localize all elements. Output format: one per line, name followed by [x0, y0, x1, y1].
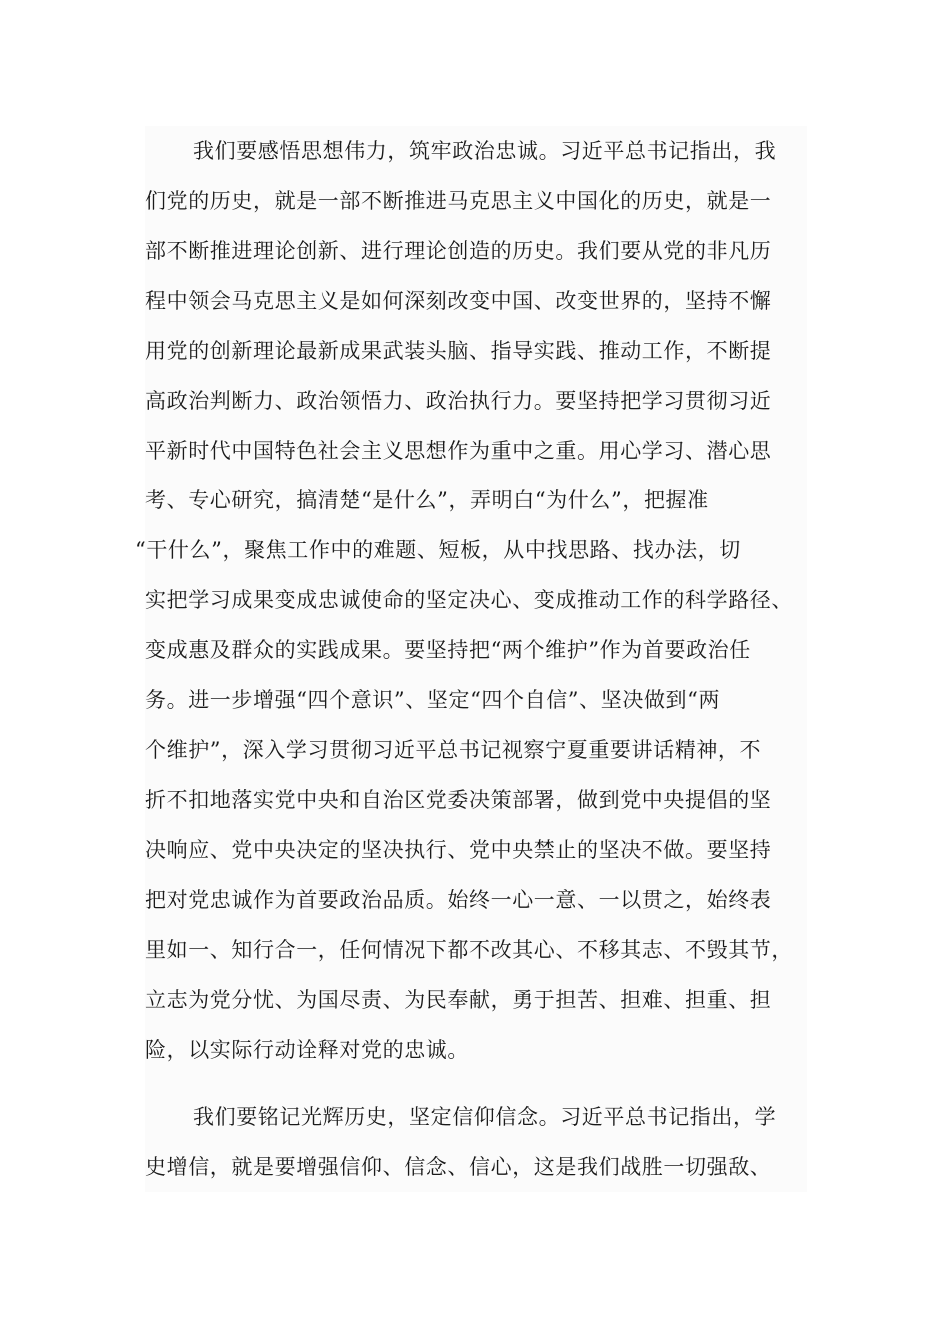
- paragraph-line: 程中领会马克思主义是如何深刻改变中国、改变世界的，坚持不懈: [145, 289, 772, 313]
- paragraph-line: 用党的创新理论最新成果武装头脑、指导实践、推动工作，不断提: [145, 339, 772, 363]
- text-block: [135, 126, 807, 1192]
- paragraph-line: 实把学习成果变成忠诚使命的坚定决心、变成推动工作的科学路径、: [145, 588, 793, 612]
- paragraph-line: 高政治判断力、政治领悟力、政治执行力。要坚持把学习贯彻习近: [145, 389, 772, 413]
- paragraph-line: 把对党忠诚作为首要政治品质。始终一心一意、一以贯之，始终表: [145, 888, 772, 912]
- paragraph-line: 立志为党分忧、为国尽责、为民奉献，勇于担苦、担难、担重、担: [145, 988, 772, 1012]
- paragraph-line: 史增信，就是要增强信仰、信念、信心，这是我们战胜一切强敌、: [145, 1155, 772, 1179]
- paragraph-line: 折不扣地落实党中央和自治区党委决策部署，做到党中央提倡的坚: [145, 788, 772, 812]
- paragraph-line: 决响应、党中央决定的坚决执行、党中央禁止的坚决不做。要坚持: [145, 838, 772, 862]
- paragraph-line: 们党的历史，就是一部不断推进马克思主义中国化的历史，就是一: [145, 189, 772, 213]
- paragraph-line: 里如一、知行合一，任何情况下都不改其心、不移其志、不毁其节，: [145, 938, 793, 962]
- paragraph-line: 务。进一步增强“四个意识”、坚定“四个自信”、坚决做到“两: [145, 688, 721, 712]
- paragraph-line: 考、专心研究，搞清楚“是什么”，弄明白“为什么”，把握准: [145, 488, 709, 512]
- paragraph-line: 个维护”，深入学习贯彻习近平总书记视察宁夏重要讲话精神，不: [145, 738, 762, 762]
- paragraph-line: 变成惠及群众的实践成果。要坚持把“两个维护”作为首要政治任: [145, 638, 751, 662]
- paragraph-line: 险，以实际行动诠释对党的忠诚。: [145, 1038, 469, 1062]
- paragraph-line: 部不断推进理论创新、进行理论创造的历史。我们要从党的非凡历: [145, 239, 772, 263]
- paragraph-line: 我们要感悟思想伟力，筑牢政治忠诚。习近平总书记指出，我: [193, 139, 777, 163]
- paragraph-line: “干什么”，聚焦工作中的难题、短板，从中找思路、找办法，切: [135, 538, 741, 562]
- paragraph-line: 平新时代中国特色社会主义思想作为重中之重。用心学习、潜心思: [145, 439, 772, 463]
- paragraph-line: 我们要铭记光辉历史，坚定信仰信念。习近平总书记指出，学: [193, 1105, 777, 1129]
